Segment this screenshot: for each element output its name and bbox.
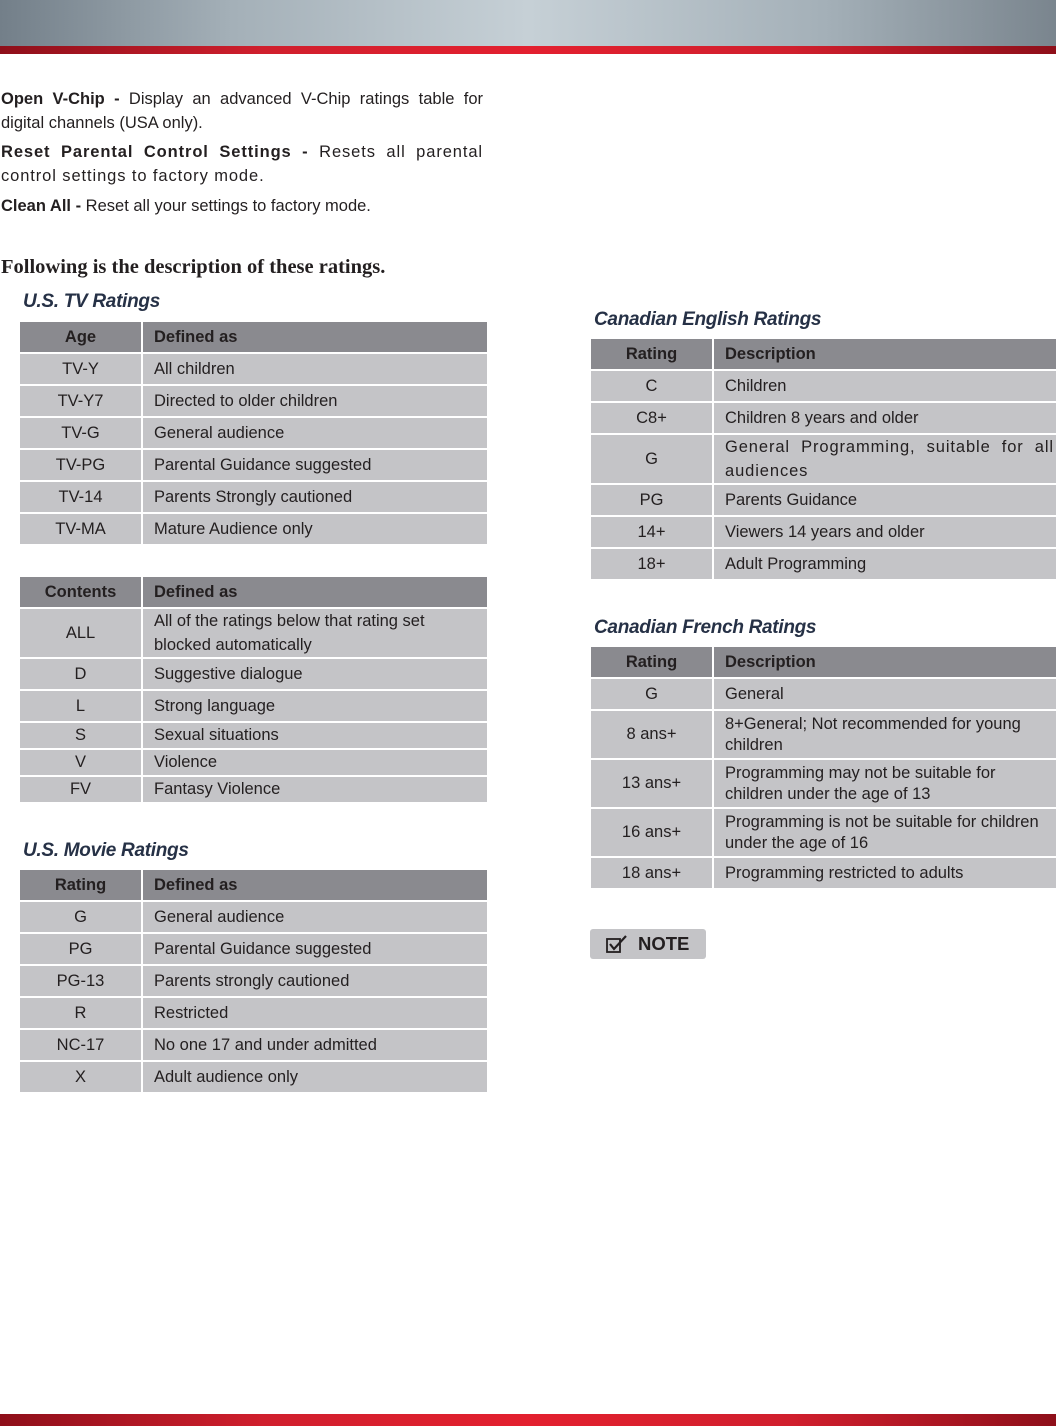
table-row: G General audience bbox=[19, 901, 488, 933]
checkbox-note-icon bbox=[606, 935, 628, 953]
header-band bbox=[0, 0, 1056, 46]
table-row: S Sexual situations bbox=[19, 722, 488, 749]
table-header: Contents Defined as bbox=[19, 576, 488, 608]
intro-clean-all: Clean All - Reset all your settings to factory mode. bbox=[1, 197, 371, 215]
us-tv-ratings-table bbox=[18, 320, 489, 546]
table-row: TV-MA Mature Audience only bbox=[19, 513, 488, 545]
note-label: NOTE bbox=[638, 933, 690, 954]
ratings-lead-heading: Following is the description of these ratings. bbox=[1, 256, 386, 278]
table-row: PG Parental Guidance suggested bbox=[19, 933, 488, 965]
table-row: 13 ans+ Programming may not be suitable for children under the age of 13 bbox=[590, 759, 1056, 808]
us-movie-ratings-title: U.S. Movie Ratings bbox=[23, 840, 189, 861]
canadian-english-ratings-table bbox=[589, 337, 1056, 581]
table-row: FV Fantasy Violence bbox=[19, 776, 488, 803]
table-row: 8 ans+ 8+General; Not recommended for young children bbox=[590, 710, 1056, 759]
table-row: G General bbox=[590, 678, 1056, 710]
table-row: 14+ Viewers 14 years and older bbox=[590, 516, 1056, 548]
header-red-stripe bbox=[0, 46, 1056, 54]
table-header: Rating Defined as bbox=[19, 869, 488, 901]
table-row: R Restricted bbox=[19, 997, 488, 1029]
us-tv-ratings-title: U.S. TV Ratings bbox=[23, 291, 160, 312]
footer-red-stripe bbox=[0, 1414, 1056, 1426]
table-header: Rating Description bbox=[590, 338, 1056, 370]
table-row: TV-14 Parents Strongly cautioned bbox=[19, 481, 488, 513]
table-row: 18+ Adult Programming bbox=[590, 548, 1056, 580]
table-row: TV-G General audience bbox=[19, 417, 488, 449]
table-row: PG-13 Parents strongly cautioned bbox=[19, 965, 488, 997]
table-row: C Children bbox=[590, 370, 1056, 402]
table-row: X Adult audience only bbox=[19, 1061, 488, 1093]
table-row: G General Programming, suitable for all audiences bbox=[590, 434, 1056, 484]
us-movie-ratings-table bbox=[18, 868, 489, 1094]
table-row: ALL All of the ratings below that rating set blocked automatically bbox=[19, 608, 488, 658]
table-header: Rating Description bbox=[590, 646, 1056, 678]
table-row: TV-PG Parental Guidance suggested bbox=[19, 449, 488, 481]
table-row: D Suggestive dialogue bbox=[19, 658, 488, 690]
table-row: TV-Y7 Directed to older children bbox=[19, 385, 488, 417]
intro-open-vchip: Open V-Chip - Display an advanced V-Chip ratings table for digital channels (USA only). bbox=[1, 90, 483, 132]
canadian-french-ratings-title: Canadian French Ratings bbox=[594, 617, 817, 638]
note-badge bbox=[590, 929, 706, 959]
table-row: 16 ans+ Programming is not be suitable for children under the age of 16 bbox=[590, 808, 1056, 857]
canadian-french-ratings-table bbox=[589, 645, 1056, 890]
table-row: C8+ Children 8 years and older bbox=[590, 402, 1056, 434]
table-row: 18 ans+ Programming restricted to adults bbox=[590, 857, 1056, 889]
table-row: V Violence bbox=[19, 749, 488, 776]
table-row: TV-Y All children bbox=[19, 353, 488, 385]
table-row: PG Parents Guidance bbox=[590, 484, 1056, 516]
contents-ratings-table bbox=[18, 575, 489, 804]
intro-reset-parental: Reset Parental Control Settings - Resets all parental control settings to factory mode. bbox=[1, 143, 484, 185]
table-header: Age Defined as bbox=[19, 321, 488, 353]
table-row: NC-17 No one 17 and under admitted bbox=[19, 1029, 488, 1061]
table-row: L Strong language bbox=[19, 690, 488, 722]
canadian-english-ratings-title: Canadian English Ratings bbox=[594, 309, 822, 330]
